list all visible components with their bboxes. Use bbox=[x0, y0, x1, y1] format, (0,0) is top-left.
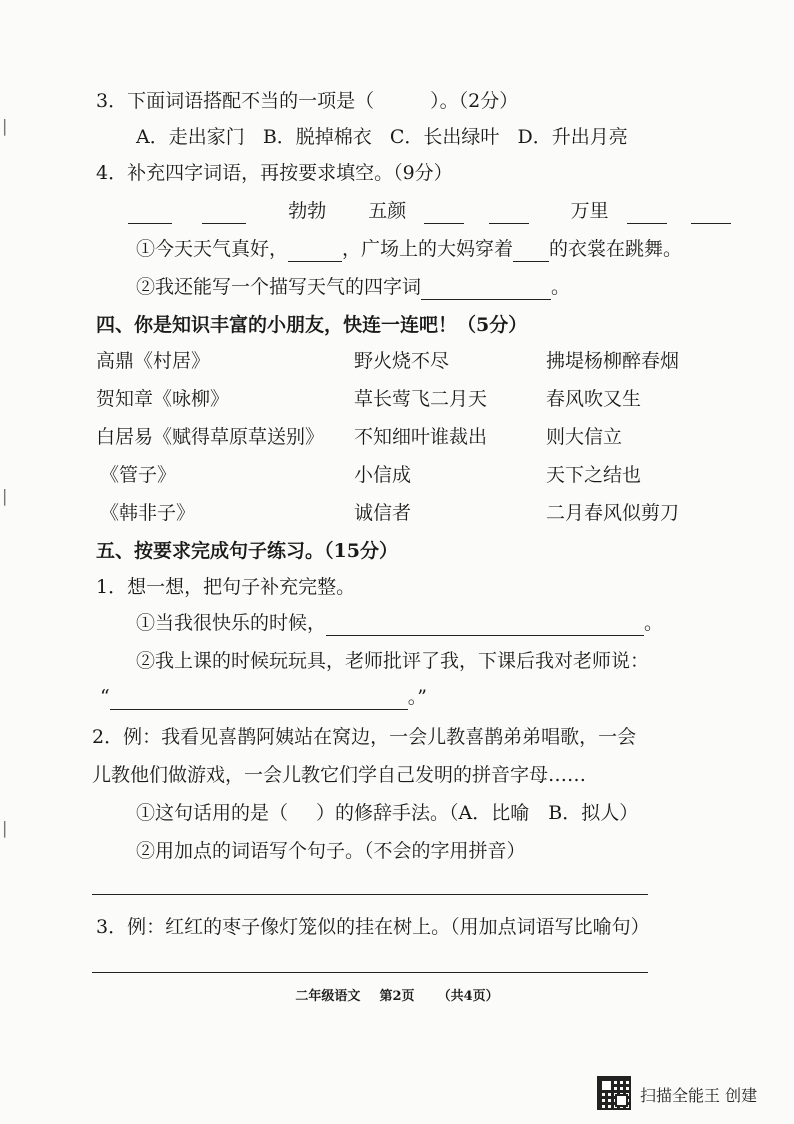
match-col-1-item[interactable]: 《韩非子》 bbox=[100, 502, 196, 524]
fill-blank[interactable] bbox=[691, 203, 731, 224]
match-col-2-item[interactable]: 野火烧不尽 bbox=[354, 350, 450, 372]
match-col-3-item[interactable]: 春风吹又生 bbox=[546, 388, 642, 410]
match-col-1-item[interactable]: 白居易《赋得草原草送别》 bbox=[96, 426, 325, 448]
match-col-1-item[interactable]: 贺知章《咏柳》 bbox=[96, 388, 230, 410]
q3-option-b: B．脱掉棉衣 bbox=[262, 126, 372, 148]
sec5-q1-quote: “ 。” bbox=[100, 686, 427, 708]
fill-blank[interactable] bbox=[513, 241, 549, 262]
q3-option-d: D．升出月亮 bbox=[517, 126, 628, 148]
sec5-q1-sentence-2: ②我上课的时候玩玩具，老师批评了我，下课后我对老师说： bbox=[136, 650, 650, 672]
q4-sentence-2: ②我还能写一个描写天气的四字词 。 bbox=[136, 276, 571, 298]
fill-blank[interactable] bbox=[421, 279, 551, 300]
match-col-2-item[interactable]: 草长莺飞二月天 bbox=[354, 388, 488, 410]
scanner-watermark: 扫描全能王 创建 bbox=[640, 1086, 758, 1105]
match-col-2-item[interactable]: 小信成 bbox=[354, 464, 412, 486]
word-wanli: 万里 bbox=[570, 200, 609, 222]
match-col-3-item[interactable]: 拂堤杨柳醉春烟 bbox=[546, 350, 680, 372]
match-col-1-item[interactable]: 高鼎《村居》 bbox=[96, 350, 211, 372]
sec5-q1-title: 1．想一想，把句子补充完整。 bbox=[96, 576, 356, 598]
fill-blank[interactable] bbox=[424, 203, 464, 224]
q4-words bbox=[128, 198, 731, 224]
match-col-1-item[interactable]: 《管子》 bbox=[100, 464, 177, 486]
section-5-title: 五、按要求完成句子练习。（15分） bbox=[96, 540, 398, 562]
q3-option-a: A．走出家门 bbox=[136, 126, 245, 148]
edge-mark: ∣ bbox=[2, 820, 8, 841]
fill-blank[interactable] bbox=[202, 203, 246, 224]
match-col-2-item[interactable]: 诚信者 bbox=[354, 502, 412, 524]
sec5-q2-example-1: 2．例：我看见喜鹊阿姨站在窝边，一会儿教喜鹊弟弟唱歌，一会 bbox=[92, 726, 637, 748]
match-col-2-item[interactable]: 不知细叶谁裁出 bbox=[354, 426, 488, 448]
fill-blank[interactable] bbox=[110, 689, 408, 710]
q3-options bbox=[136, 124, 628, 150]
fill-blank[interactable] bbox=[128, 203, 172, 224]
match-col-3-item[interactable]: 二月春风似剪刀 bbox=[546, 502, 680, 524]
word-wuyan: 五颜 bbox=[368, 200, 407, 222]
edge-mark: ∣ bbox=[2, 118, 8, 139]
qr-code-icon bbox=[597, 1076, 631, 1110]
sec5-q2-sub-2: ②用加点的词语写个句子。（不会的字用拼音） bbox=[136, 840, 526, 862]
fill-blank[interactable] bbox=[288, 241, 342, 262]
match-col-3-item[interactable]: 天下之结也 bbox=[546, 464, 642, 486]
edge-mark: ∣ bbox=[2, 488, 8, 509]
answer-line[interactable] bbox=[92, 972, 648, 973]
sec5-q2-example-2: 儿教他们做游戏，一会儿教它们学自己发明的拼音字母…… bbox=[92, 764, 587, 786]
word-bobo: 勃勃 bbox=[288, 200, 327, 222]
answer-line[interactable] bbox=[92, 894, 648, 895]
page-footer: 二年级语文 第2页 （共4页） bbox=[295, 989, 499, 1004]
q4-sentence-1: ①今天天气真好， ，广场上的大妈穿着 的衣裳在跳舞。 bbox=[136, 238, 683, 260]
sec5-q3: 3．例：红红的枣子像灯笼似的挂在树上。（用加点词语写比喻句） bbox=[96, 916, 650, 938]
match-col-3-item[interactable]: 则大信立 bbox=[546, 426, 623, 448]
q4-stem: 4．补充四字词语，再按要求填空。（9分） bbox=[96, 162, 453, 184]
sec5-q1-sentence-1: ①当我很快乐的时候， 。 bbox=[136, 612, 664, 634]
section-4-title: 四、你是知识丰富的小朋友，快连一连吧！（5分） bbox=[96, 314, 528, 336]
fill-blank[interactable] bbox=[489, 203, 529, 224]
sec5-q2-sub-1: ①这句话用的是（ ）的修辞手法。（A．比喻 B．拟人） bbox=[136, 802, 639, 824]
fill-blank[interactable] bbox=[326, 615, 644, 636]
fill-blank[interactable] bbox=[627, 203, 667, 224]
q3-option-c: C．长出绿叶 bbox=[389, 126, 500, 148]
q3-stem: 3．下面词语搭配不当的一项是（ ）。（2分） bbox=[96, 90, 519, 112]
